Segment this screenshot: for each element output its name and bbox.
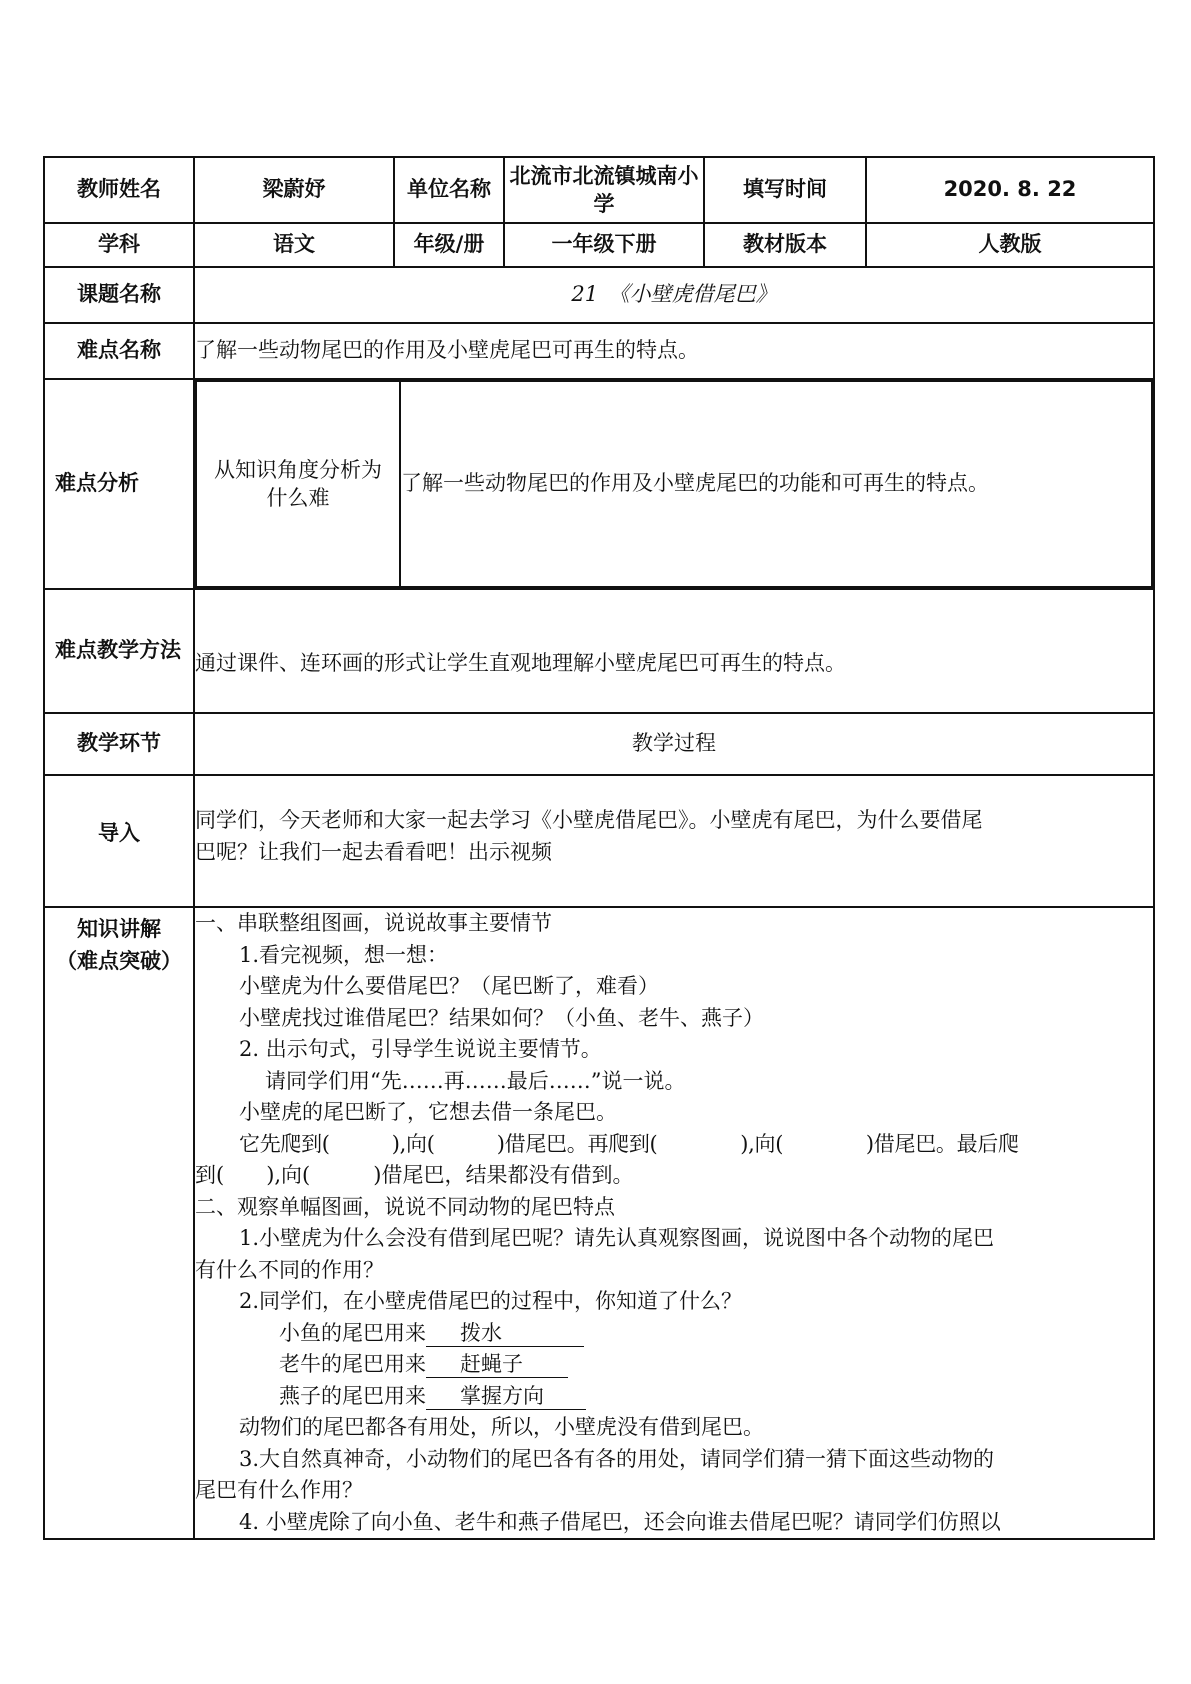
knowledge-label-line1: 知识讲解 (77, 917, 161, 941)
difficulty-row (44, 323, 1154, 379)
conclusion-line: 动物们的尾巴都各有用处，所以，小壁虎没有借到尾巴。 (239, 1415, 764, 1439)
analysis-label: 难点分析 (44, 379, 194, 589)
intro-row (44, 775, 1154, 907)
question-line: 3.大自然真神奇，小动物们的尾巴各有各的用处，请同学们猜一猜下面这些动物的 (239, 1446, 995, 1471)
edition-value: 人教版 (866, 223, 1154, 267)
difficulty-label: 难点名称 (44, 323, 194, 379)
intro-content (194, 775, 1154, 907)
step-line: 1.看完视频，想一想： (239, 942, 449, 967)
analysis-value: 了解一些动物尾巴的作用及小壁虎尾巴的功能和可再生的特点。 (400, 381, 1152, 587)
fill-date-value: 2020. 8. 22 (866, 157, 1154, 223)
intro-label: 导入 (44, 775, 194, 907)
grade-value: 一年级下册 (504, 223, 704, 267)
lesson-plan-table (43, 156, 1155, 1540)
lesson-title-label: 课题名称 (44, 267, 194, 323)
fill-blank-line (195, 1318, 1153, 1350)
fill-blank-prefix: 燕子的尾巴用来 (279, 1383, 426, 1408)
story-line: 小壁虎的尾巴断了，它想去借一条尾巴。 (239, 1100, 617, 1124)
header-row-2 (44, 223, 1154, 267)
teacher-name-label: 教师姓名 (44, 157, 194, 223)
lesson-title-value: 21 《小壁虎借尾巴》 (194, 267, 1154, 323)
analysis-content-cell (194, 379, 1154, 589)
intro-line: 同学们，今天老师和大家一起去学习《小壁虎借尾巴》。小壁虎有尾巴，为什么要借尾 (195, 808, 983, 832)
method-row (44, 589, 1154, 713)
section-heading: 二、观察单幅图画，说说不同动物的尾巴特点 (195, 1194, 615, 1219)
instruction-line: 请同学们用“先……再……最后……”说一说。 (265, 1068, 686, 1093)
method-value: 通过课件、连环画的形式让学生直观地理解小壁虎尾巴可再生的特点。 (194, 589, 1154, 713)
lesson-title-row (44, 267, 1154, 323)
question-line: 小壁虎找过谁借尾巴？结果如何？（小鱼、老牛、燕子） (239, 1005, 764, 1030)
question-line: 2.同学们，在小壁虎借尾巴的过程中，你知道了什么？ (239, 1289, 743, 1313)
unit-name-value: 北流市北流镇城南小学 (504, 157, 704, 223)
edition-label: 教材版本 (704, 223, 866, 267)
process-header-row (44, 713, 1154, 775)
subject-value: 语文 (194, 223, 394, 267)
difficulty-value: 了解一些动物尾巴的作用及小壁虎尾巴可再生的特点。 (194, 323, 1154, 379)
analysis-sub-label: 从知识角度分析为什么难 (196, 381, 400, 587)
sentence-pattern-line: 它先爬到( ),向( )借尾巴。再爬到( ),向( )借尾巴。最后爬 (239, 1131, 1019, 1156)
analysis-row (44, 379, 1154, 589)
method-label: 难点教学方法 (44, 589, 194, 713)
fill-blank-answer: 掌握方向 (426, 1383, 586, 1410)
teacher-name-value: 梁蔚妤 (194, 157, 394, 223)
question-line: 小壁虎为什么要借尾巴？（尾巴断了，难看） (239, 974, 659, 998)
fill-blank-answer: 拨水 (426, 1320, 584, 1347)
intro-line: 巴呢？让我们一起去看看吧！出示视频 (195, 840, 552, 864)
fill-date-label: 填写时间 (704, 157, 866, 223)
fill-blank-line (195, 1349, 1153, 1381)
knowledge-row (44, 907, 1154, 1539)
question-line: 1.小壁虎为什么会没有借到尾巴呢？请先认真观察图画，说说图中各个动物的尾巴 (239, 1226, 995, 1250)
knowledge-label (44, 907, 194, 1539)
unit-name-label: 单位名称 (394, 157, 504, 223)
process-header-value: 教学过程 (194, 713, 1154, 775)
analysis-inner-table (195, 380, 1153, 588)
fill-blank-answer: 赶蝇子 (426, 1351, 568, 1378)
step-line: 2. 出示句式，引导学生说说主要情节。 (239, 1037, 602, 1061)
sentence-pattern-line: 到( ),向( )借尾巴，结果都没有借到。 (195, 1163, 634, 1187)
process-step-label: 教学环节 (44, 713, 194, 775)
question-line: 尾巴有什么作用？ (195, 1478, 363, 1502)
knowledge-content (194, 907, 1154, 1539)
question-line: 4. 小壁虎除了向小鱼、老牛和燕子借尾巴，还会向谁去借尾巴呢？请同学们仿照以 (239, 1509, 1001, 1534)
fill-blank-line (195, 1381, 1153, 1413)
fill-blank-prefix: 小鱼的尾巴用来 (279, 1320, 426, 1345)
subject-label: 学科 (44, 223, 194, 267)
knowledge-label-line2: （难点突破） (56, 948, 182, 973)
question-line: 有什么不同的作用？ (195, 1257, 384, 1282)
grade-label: 年级/册 (394, 223, 504, 267)
header-row-1 (44, 157, 1154, 223)
fill-blank-prefix: 老牛的尾巴用来 (279, 1352, 426, 1376)
section-heading: 一、串联整组图画，说说故事主要情节 (195, 911, 552, 935)
